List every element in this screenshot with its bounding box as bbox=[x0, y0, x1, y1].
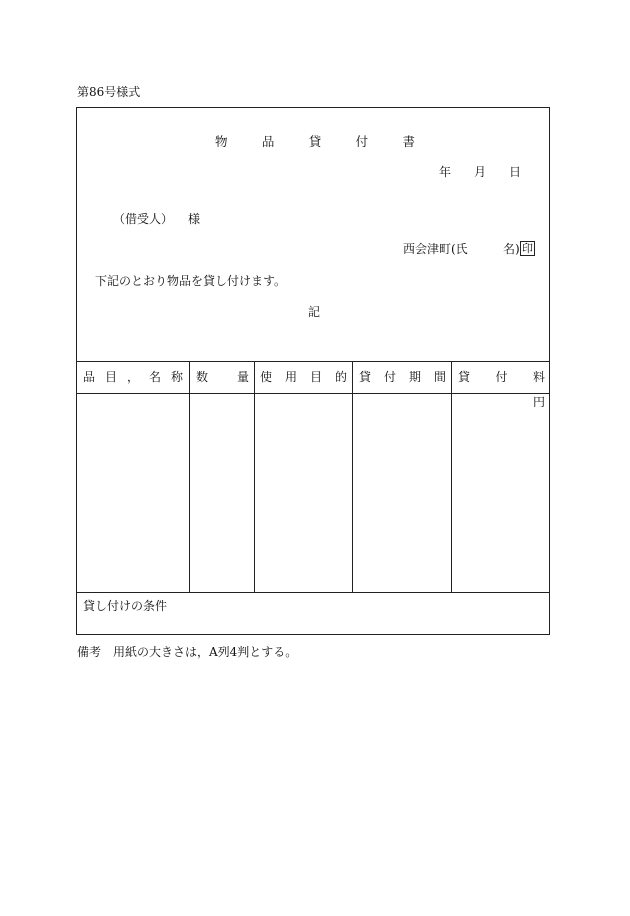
header-quantity: 数 量 bbox=[196, 370, 249, 384]
title-char: 品 bbox=[261, 134, 275, 149]
remark-note: 備考 用紙の大きさは，A列4判とする。 bbox=[77, 645, 298, 659]
column-divider bbox=[254, 362, 255, 592]
seal-mark: 印 bbox=[522, 242, 533, 255]
header-item-name: 品 目 ， 名 称 bbox=[83, 370, 183, 384]
title-char: 書 bbox=[402, 134, 415, 149]
currency-unit: 円 bbox=[533, 395, 546, 409]
day-label: 日 bbox=[508, 165, 521, 179]
column-divider bbox=[352, 362, 353, 592]
header-loan-fee: 貸 付 料 bbox=[458, 370, 545, 384]
title-char: 物 bbox=[215, 134, 228, 149]
form-number: 第86号様式 bbox=[77, 85, 141, 99]
year-label: 年 bbox=[439, 165, 452, 179]
honorific-label: 様 bbox=[188, 212, 201, 226]
title-char: 貸 bbox=[308, 134, 322, 149]
loan-statement: 下記のとおり物品を貸し付けます。 bbox=[95, 274, 287, 288]
borrower-label: （借受人） bbox=[113, 212, 174, 226]
title-char: 付 bbox=[355, 134, 369, 149]
header-purpose: 使 用 目 的 bbox=[260, 370, 347, 384]
column-divider bbox=[451, 362, 452, 592]
month-label: 月 bbox=[473, 165, 486, 179]
date-line bbox=[439, 166, 521, 178]
loan-form-frame bbox=[76, 107, 550, 635]
table-top-rule bbox=[77, 361, 549, 362]
form-title bbox=[215, 136, 415, 149]
header-loan-period: 貸 付 期 間 bbox=[359, 370, 446, 384]
header-bottom-rule bbox=[77, 393, 549, 394]
lender-name-open: 西会津町(氏 bbox=[403, 242, 468, 256]
lender-name-close: 名) bbox=[503, 242, 520, 256]
column-divider bbox=[189, 362, 190, 592]
table-bottom-rule bbox=[77, 592, 549, 593]
ki-label: 記 bbox=[308, 305, 321, 319]
loan-conditions-label: 貸し付けの条件 bbox=[83, 599, 168, 613]
